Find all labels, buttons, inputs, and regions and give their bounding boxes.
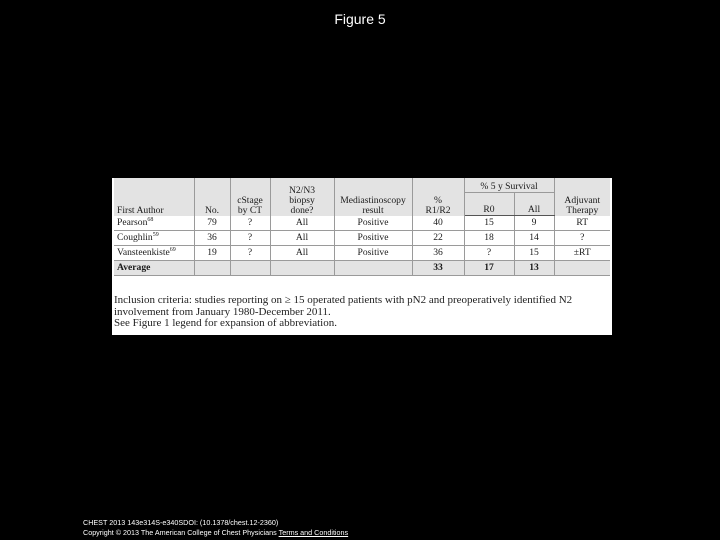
r0-cell: ? [464,246,514,261]
header-r1r2: % R1/R2 [412,178,464,216]
all-cell: 14 [514,231,554,246]
average-r0: 17 [464,261,514,276]
author-cell: Pearson$^{68}$ [114,216,194,231]
all-cell: 9 [514,216,554,231]
author-cell: Coughlin$^{59}$ [114,231,194,246]
header-cstage: cStage by CT [230,178,270,216]
biopsy-cell: All [270,231,334,246]
copyright-line [83,528,348,538]
r0-cell: 18 [464,231,514,246]
adjuvant-cell: ? [554,231,610,246]
table-row [114,246,610,261]
header-adjuvant: Adjuvant Therapy [554,178,610,216]
table-row [114,216,610,231]
biopsy-cell: All [270,246,334,261]
cstage-cell: ? [230,216,270,231]
header-r0: R0 [464,193,514,216]
citation-footer [83,518,348,538]
header-survival: % 5 y Survival [464,178,554,193]
average-r1r2: 33 [412,261,464,276]
adjuvant-cell: ±RT [554,246,610,261]
terms-link[interactable]: Terms and Conditions [278,528,349,537]
header-mediastinoscopy: Mediastinoscopy result [334,178,412,216]
r1r2-cell: 22 [412,231,464,246]
mediastinoscopy-cell: Positive [334,231,412,246]
no-cell: 36 [194,231,230,246]
figure-title: Figure 5 [334,11,386,27]
no-cell: 19 [194,246,230,261]
adjuvant-cell: RT [554,216,610,231]
table-footnote [114,295,612,330]
citation-text: CHEST 2013 143e314S-e340SDOI: (10.1378/chest.12-2360) [83,518,279,527]
r1r2-cell: 36 [412,246,464,261]
average-label: Average [114,261,194,276]
table-row [114,231,610,246]
figure-table-image [112,178,612,335]
header-biopsy: N2/N3 biopsy done? [270,178,334,216]
cstage-cell: ? [230,231,270,246]
copyright-text: Copyright © 2013 The American College of Chest Physicians [83,528,279,537]
data-table [114,178,610,276]
mediastinoscopy-cell: Positive [334,216,412,231]
no-cell: 79 [194,216,230,231]
biopsy-cell: All [270,216,334,231]
footnote-line: involvement from January 1980-December 2011. [114,305,331,318]
header-first-author: First Author [114,178,194,216]
mediastinoscopy-cell: Positive [334,246,412,261]
author-cell: Vansteenkiste$^{69}$ [114,246,194,261]
header-no: No. [194,178,230,216]
header-all: All [514,193,554,216]
footnote-line: Inclusion criteria: studies reporting on ≥ 15 operated patients with pN2 and preoperatively identified N2 [114,294,573,306]
average-all: 13 [514,261,554,276]
average-row [114,261,610,276]
footnote-line: See Figure 1 legend for expansion of abbreviation. [114,317,337,329]
r1r2-cell: 40 [412,216,464,231]
all-cell: 15 [514,246,554,261]
r0-cell: 15 [464,216,514,231]
cstage-cell: ? [230,246,270,261]
